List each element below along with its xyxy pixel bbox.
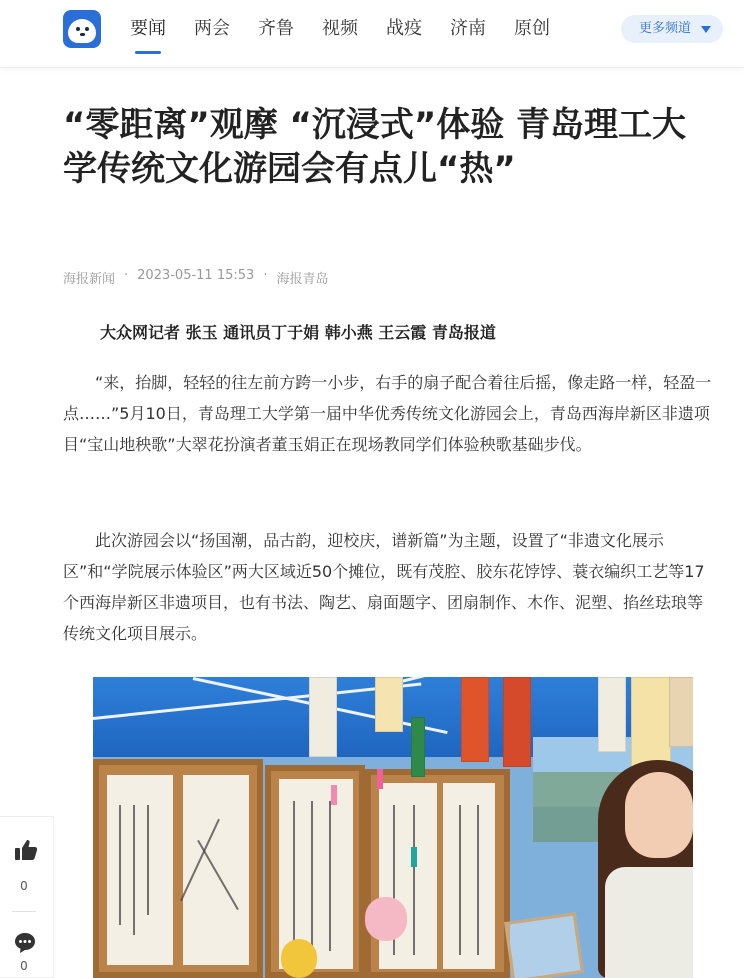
more-channels-label: 更多频道 — [639, 21, 692, 36]
top-navigation-bar — [0, 0, 744, 68]
nav-tab-video[interactable]: 视频 — [322, 18, 358, 39]
seal-logo-icon[interactable] — [63, 10, 101, 48]
nav-tab-two-sessions[interactable]: 两会 — [194, 18, 230, 39]
article-source[interactable]: 海报新闻 — [63, 272, 116, 287]
article-meta — [63, 268, 328, 287]
article-channel[interactable]: 海报青岛 — [276, 272, 329, 287]
comment-count: 0 — [20, 959, 28, 973]
calligraphy-screen — [365, 769, 510, 978]
floating-action-bar — [0, 816, 54, 978]
divider — [12, 911, 36, 912]
calligraphy-screen — [265, 765, 365, 978]
article-byline: 大众网记者 张玉 通讯员丁于娟 韩小燕 王云霞 青岛报道 — [100, 323, 496, 342]
article-paragraph-2: 此次游园会以“扬国潮，品古韵，迎校庆，谱新篇”为主题，设置了“非遗文化展示区”和“学院展示体验区”两大区域近50个摊位，既有茂腔、胶东花饽饽、蓑衣编织工艺等17个西海岸新区非遗项目，也有书法、陶艺、扇面题字、团扇制作、木作、泥塑、掐丝珐琅等传统文化项目展示。 — [63, 531, 705, 643]
like-count: 0 — [20, 879, 28, 893]
calligraphy-screen — [93, 759, 263, 978]
article-datetime: 2023-05-11 15:53 — [137, 268, 255, 283]
article-photo[interactable] — [93, 677, 693, 978]
nav-tab-jinan[interactable]: 济南 — [450, 18, 486, 39]
channel-nav — [130, 16, 578, 42]
nav-tab-original[interactable]: 原创 — [514, 18, 550, 39]
paper-lantern — [504, 912, 584, 978]
nav-tab-qilu[interactable]: 齐鲁 — [258, 18, 294, 39]
more-channels-button[interactable] — [621, 15, 723, 43]
article-title: “零距离”观摩 “沉浸式”体验 青岛理工大学传统文化游园会有点儿“热” — [63, 105, 687, 189]
nav-tab-epidemic[interactable]: 战疫 — [386, 18, 422, 39]
caret-down-icon — [701, 26, 711, 33]
comment-icon[interactable] — [14, 932, 36, 954]
meta-separator: · — [124, 268, 129, 283]
article-paragraph-1: “来，抬脚，轻轻的往左前方跨一小步，右手的扇子配合着往后摇，像走路一样，轻盈一点……”5月10日，青岛理工大学第一届中华优秀传统文化游园会上，青岛西海岸新区非遗项目“宝山地秧歌”大翠花扮演者董玉娟正在现场教同学们体验秧歌基础步伐。 — [63, 373, 712, 454]
nav-tab-news[interactable]: 要闻 — [130, 16, 166, 42]
thumbs-up-icon[interactable] — [14, 839, 38, 861]
meta-separator: · — [263, 268, 268, 283]
